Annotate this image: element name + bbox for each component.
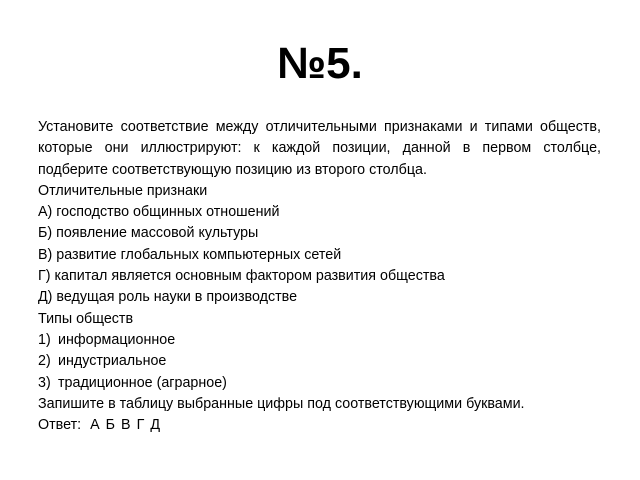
feature-item: Г) капитал является основным фактором развития общества <box>38 268 445 285</box>
answer-letter: Д <box>150 417 161 434</box>
types-heading: Типы обществ <box>38 310 134 327</box>
feature-item: Б) появление массовой культуры <box>38 225 259 242</box>
type-item <box>38 373 601 394</box>
type-item-text: индустриальное <box>58 353 167 370</box>
answer-letter: В <box>121 417 131 434</box>
page-title: №5. <box>277 39 363 88</box>
answer-row <box>38 415 601 436</box>
answer-letter: Г <box>136 417 145 434</box>
features-heading: Отличительные признаки <box>38 182 208 199</box>
footer-instruction: Запишите в таблицу выбранные цифры под соответствующими буквами. <box>38 395 525 412</box>
type-item-text: традиционное (аграрное) <box>58 374 227 391</box>
type-item-text: информационное <box>58 331 176 348</box>
answer-letter: А <box>90 417 100 434</box>
feature-item: Д) ведущая роль науки в производстве <box>38 289 298 306</box>
task-instruction: Установите соответствие между отличительными признаками и типами обществ, которые они иллюстрируют: к каждой позиции, данной в первом столбце, подберите соответствующую позицию из второго столбца. <box>38 119 601 178</box>
type-item <box>38 330 601 351</box>
feature-item: А) господство общинных отношений <box>38 204 280 221</box>
type-item-number: 1) <box>38 331 51 348</box>
feature-item: В) развитие глобальных компьютерных сетей <box>38 246 342 263</box>
answer-letters <box>90 417 166 433</box>
answer-letter: Б <box>105 417 116 434</box>
answer-label: Ответ: <box>38 417 82 434</box>
type-item-number: 2) <box>38 353 51 370</box>
task-body <box>38 117 601 436</box>
type-item <box>38 351 601 372</box>
type-item-number: 3) <box>38 374 51 391</box>
